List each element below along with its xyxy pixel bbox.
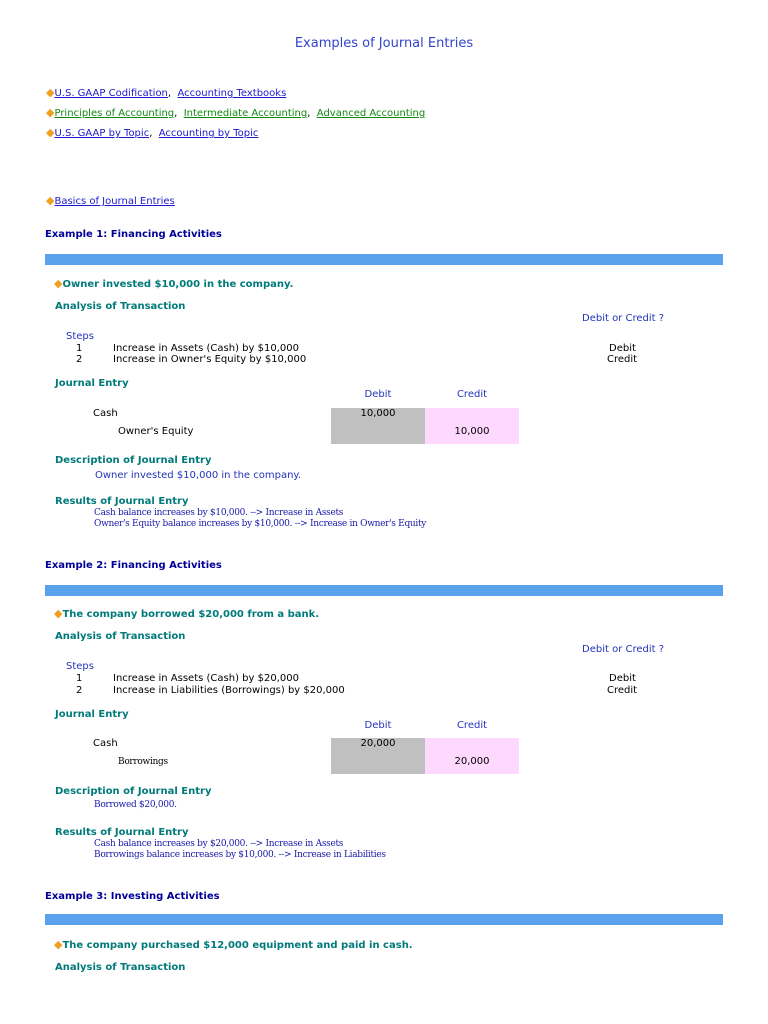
section-divider-bar	[45, 254, 723, 265]
result-line: Cash balance increases by $20,000. --> Increase in Assets	[94, 839, 344, 849]
page-title: Examples of Journal Entries	[294, 36, 474, 51]
link-us-gaap-codification[interactable]: U.S. GAAP Codification	[54, 88, 168, 99]
diamond-bullet-icon: ◆	[46, 106, 55, 119]
result-line: Cash balance increases by $10,000. --> Increase in Assets	[94, 508, 344, 518]
description-text: Owner invested $10,000 in the company.	[95, 470, 302, 481]
analysis-heading: Analysis of Transaction	[55, 631, 186, 642]
description-text: Borrowed $20,000.	[94, 800, 177, 810]
diamond-bullet-icon: ◆	[46, 194, 55, 207]
result-line: Owner's Equity balance increases by $10,000. --> Increase in Owner's Equity	[94, 519, 427, 529]
diamond-bullet-icon: ◆	[54, 607, 63, 620]
analysis-heading: Analysis of Transaction	[55, 301, 186, 312]
step-number: 1	[76, 673, 83, 684]
results-heading: Results of Journal Entry	[55, 827, 189, 838]
step-text: Increase in Liabilities (Borrowings) by $20,000	[113, 685, 345, 696]
diamond-bullet-icon: ◆	[46, 86, 55, 99]
diamond-bullet-icon: ◆	[46, 126, 55, 139]
debit-or-credit-header: Debit or Credit ?	[582, 313, 665, 324]
transaction-text: ◆Owner invested $10,000 in the company.	[54, 277, 294, 290]
debit-account: Cash	[93, 738, 118, 749]
debit-or-credit-header: Debit or Credit ?	[582, 644, 665, 655]
description-heading: Description of Journal Entry	[55, 786, 212, 797]
credit-column-header: Credit	[456, 389, 488, 400]
credit-account: Borrowings	[118, 757, 168, 767]
credit-account: Owner's Equity	[118, 426, 194, 437]
step-text: Increase in Assets (Cash) by $20,000	[113, 673, 299, 684]
link-advanced-accounting[interactable]: Advanced Accounting	[316, 108, 426, 119]
step-debit-credit: Debit	[609, 343, 636, 354]
journal-entry-heading: Journal Entry	[55, 378, 129, 389]
journal-entry-heading: Journal Entry	[55, 709, 129, 720]
step-debit-credit: Credit	[607, 685, 638, 696]
link-basics-of-journal-entries[interactable]: Basics of Journal Entries	[54, 196, 175, 207]
steps-label: Steps	[66, 661, 94, 672]
link-principles-of-accounting[interactable]: Principles of Accounting	[54, 108, 175, 119]
step-number: 2	[76, 685, 83, 696]
step-number: 1	[76, 343, 83, 354]
transaction-text: ◆The company borrowed $20,000 from a bank.	[54, 607, 320, 620]
nav-row-1: ◆U.S. GAAP Codification, Accounting Textbooks	[46, 86, 287, 99]
debit-column-header: Debit	[364, 720, 392, 731]
transaction-text: ◆The company purchased $12,000 equipment and paid in cash.	[54, 938, 413, 951]
debit-amount: 10,000	[360, 408, 396, 419]
step-text: Increase in Owner's Equity by $10,000	[113, 354, 307, 365]
analysis-heading: Analysis of Transaction	[55, 962, 186, 973]
section-divider-bar	[45, 585, 723, 596]
nav-row-3: ◆U.S. GAAP by Topic, Accounting by Topic	[46, 126, 259, 139]
nav-row-2: ◆Principles of Accounting, Intermediate Accounting, Advanced Accounting	[46, 106, 426, 119]
example-2-heading: Example 2: Financing Activities	[45, 560, 222, 571]
step-debit-credit: Credit	[607, 354, 638, 365]
credit-amount: 10,000	[454, 426, 490, 437]
link-us-gaap-by-topic[interactable]: U.S. GAAP by Topic	[54, 128, 150, 139]
credit-column-header: Credit	[456, 720, 488, 731]
description-heading: Description of Journal Entry	[55, 455, 212, 466]
link-accounting-by-topic[interactable]: Accounting by Topic	[158, 128, 259, 139]
example-3-heading: Example 3: Investing Activities	[45, 891, 220, 902]
diamond-bullet-icon: ◆	[54, 277, 63, 290]
nav-basics	[46, 194, 175, 207]
result-line: Borrowings balance increases by $10,000. --> Increase in Liabilities	[94, 850, 386, 860]
section-divider-bar	[45, 914, 723, 925]
debit-amount: 20,000	[360, 738, 396, 749]
diamond-bullet-icon: ◆	[54, 938, 63, 951]
credit-amount: 20,000	[454, 756, 490, 767]
results-heading: Results of Journal Entry	[55, 496, 189, 507]
debit-account: Cash	[93, 408, 118, 419]
link-accounting-textbooks[interactable]: Accounting Textbooks	[177, 88, 287, 99]
debit-column-header: Debit	[364, 389, 392, 400]
example-1-heading: Example 1: Financing Activities	[45, 229, 222, 240]
step-number: 2	[76, 354, 83, 365]
link-intermediate-accounting[interactable]: Intermediate Accounting	[183, 108, 308, 119]
step-text: Increase in Assets (Cash) by $10,000	[113, 343, 299, 354]
step-debit-credit: Debit	[609, 673, 636, 684]
steps-label: Steps	[66, 331, 94, 342]
